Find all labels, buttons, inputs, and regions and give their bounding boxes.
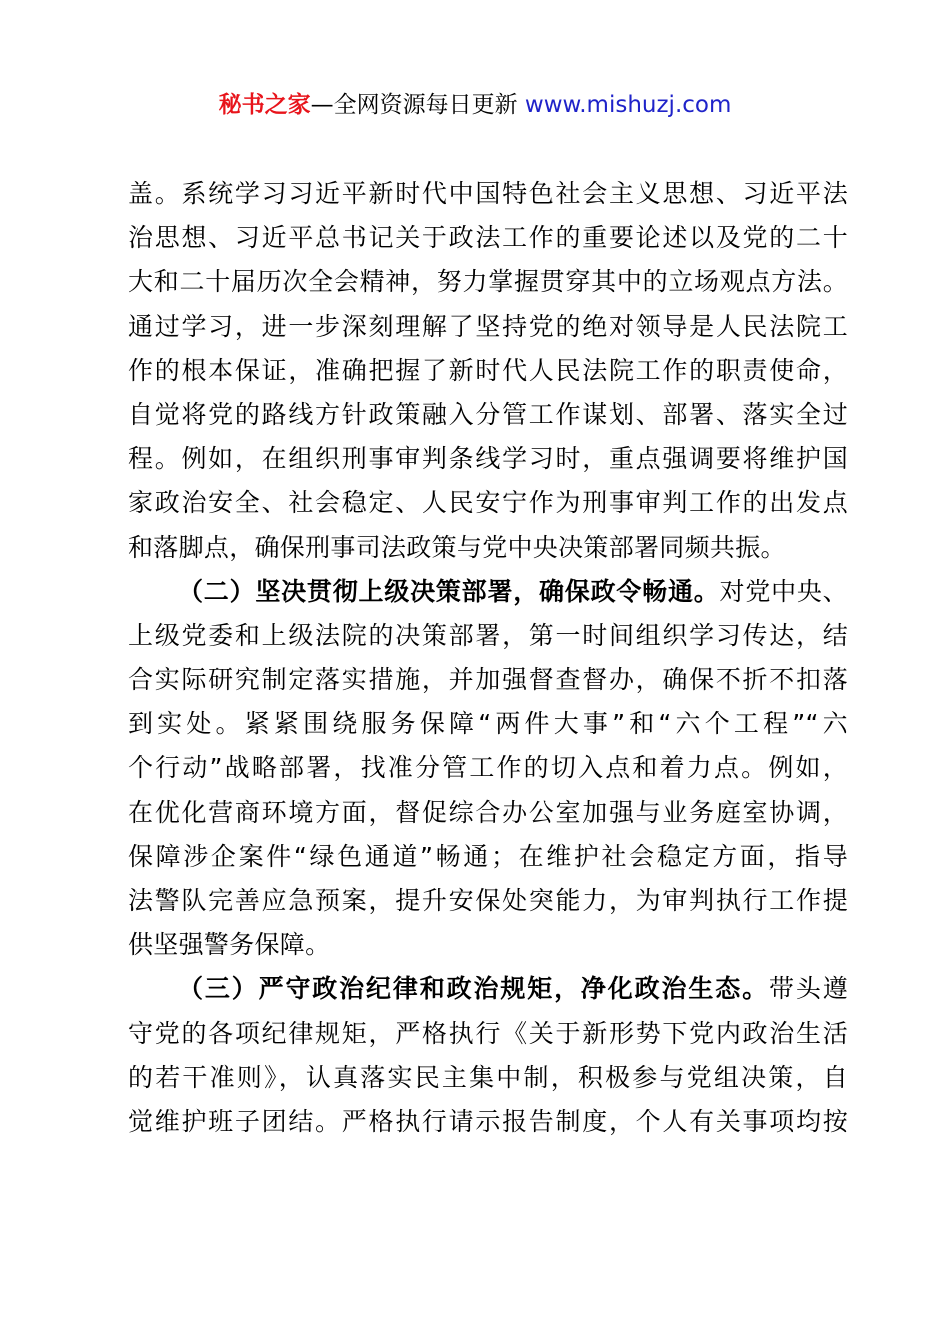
text-line: 合实际研究制定落实措施，并加强督查督办，确保不折不扣落 xyxy=(128,665,848,695)
text-line: 上级党委和上级法院的决策部署，第一时间组织学习传达，结 xyxy=(128,620,848,650)
paragraph-2 xyxy=(128,570,848,968)
text-line: 保障涉企案件“绿色通道”畅通；在维护社会稳定方面，指导 xyxy=(128,841,848,871)
brand-name: 秘书之家 xyxy=(218,92,311,118)
paragraph-3 xyxy=(128,967,848,1144)
section-heading: （二）坚决贯彻上级决策部署，确保政令畅通。 xyxy=(178,576,720,606)
text-line: 作的根本保证，准确把握了新时代人民法院工作的职责使命， xyxy=(128,355,848,385)
text-line: 家政治安全、社会稳定、人民安宁作为刑事审判工作的出发点 xyxy=(128,488,848,518)
text-line: 自觉将党的路线方针政策融入分管工作谋划、部署、落实全过 xyxy=(128,399,848,429)
document-body xyxy=(128,172,848,1144)
text-line: 治思想、习近平总书记关于政法工作的重要论述以及党的二十 xyxy=(128,223,848,253)
site-url-link[interactable]: www.mishuzj.com xyxy=(524,92,732,118)
text-line: 大和二十届历次全会精神，努力掌握贯穿其中的立场观点方法。 xyxy=(128,267,848,297)
section-heading-line xyxy=(128,967,848,1011)
text-line: 法警队完善应急预案，提升安保处突能力，为审判执行工作提 xyxy=(128,886,848,915)
text-line: 盖。系统学习习近平新时代中国特色社会主义思想、习近平法 xyxy=(128,179,848,208)
text-line: 守党的各项纪律规矩，严格执行《关于新形势下党内政治生活 xyxy=(128,1018,848,1048)
text-line: 个行动”战略部署，找准分管工作的切入点和着力点。例如， xyxy=(128,753,848,783)
section-heading-line xyxy=(128,570,848,614)
header-tagline: —全网资源每日更新 xyxy=(310,92,525,118)
text-line: 到实处。紧紧围绕服务保障“两件大事”和“六个工程”“六 xyxy=(128,709,848,739)
text-line: 在优化营商环境方面，督促综合办公室加强与业务庭室协调， xyxy=(128,797,848,827)
text-line: 觉维护班子团结。严格执行请示报告制度，个人有关事项均按 xyxy=(128,1106,848,1136)
paragraph-1 xyxy=(128,172,848,570)
text-line: 通过学习，进一步深刻理解了坚持党的绝对领导是人民法院工 xyxy=(128,311,848,341)
text-line: 供坚强警务保障。 xyxy=(128,930,331,960)
text-line: 程。例如，在组织刑事审判条线学习时，重点强调要将维护国 xyxy=(128,444,848,474)
site-header xyxy=(0,88,950,122)
text-line: 的若干准则》，认真落实民主集中制，积极参与党组决策，自 xyxy=(128,1062,848,1092)
text-run: 对党中央、 xyxy=(719,576,848,606)
text-line: 和落脚点，确保刑事司法政策与党中央决策部署同频共振。 xyxy=(128,532,786,562)
text-run: 带头遵 xyxy=(768,974,848,1004)
section-heading: （三）严守政治纪律和政治规矩，净化政治生态。 xyxy=(178,974,769,1004)
